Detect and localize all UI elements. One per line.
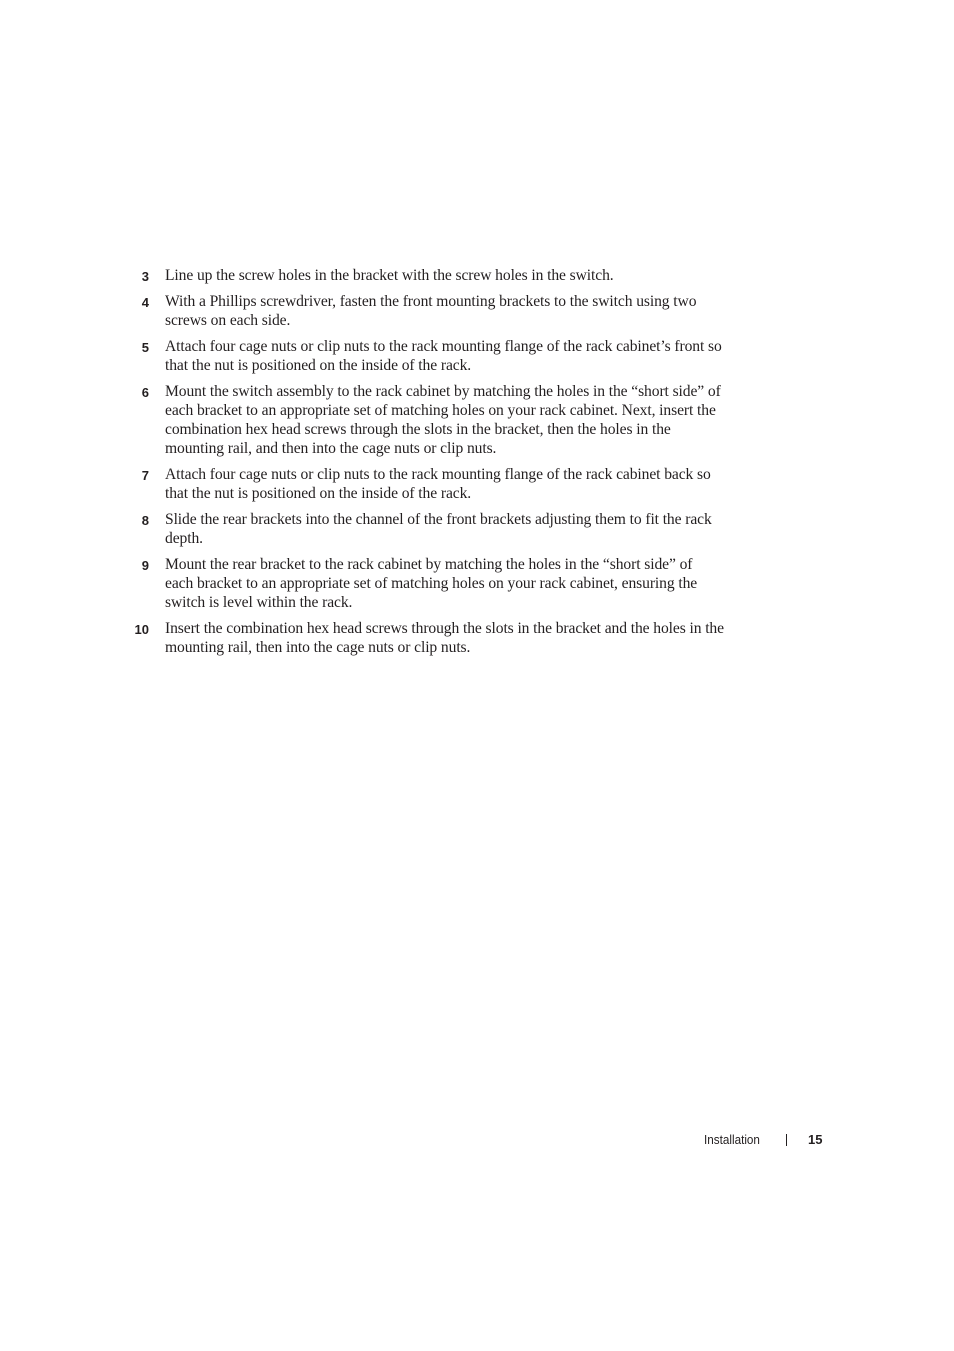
step-text-line: mounting rail, and then into the cage nuts or clip nuts. [165,440,497,457]
step-text-line: With a Phillips screwdriver, fasten the front mounting brackets to the switch using two [165,293,697,310]
step-text-line: that the nut is positioned on the inside of the rack. [165,485,472,502]
step-text [165,510,712,548]
step-text-line: each bracket to an appropriate set of matching holes on your rack cabinet, ensuring the [165,575,698,592]
step-text [165,266,614,285]
step-number: 3 [141,269,149,284]
step-text-line: Mount the rear bracket to the rack cabinet by matching the holes in the “short side” of [165,556,693,573]
page-number: 15 [808,1132,823,1147]
step-text-line: mounting rail, then into the cage nuts or clip nuts. [165,639,471,656]
step-text-line: Line up the screw holes in the bracket with the screw holes in the switch. [165,267,614,284]
step-number: 4 [141,295,149,310]
step-text-line: combination hex head screws through the slots in the bracket, then the holes in the [165,421,671,438]
footer-section-title: Installation [704,1132,760,1147]
step-text-line: Mount the switch assembly to the rack cabinet by matching the holes in the “short side” of [165,383,721,400]
step-text-line: Attach four cage nuts or clip nuts to the rack mounting flange of the rack cabinet back so [165,466,711,483]
step-text-line: that the nut is positioned on the inside of the rack. [165,357,472,374]
step-text-line: Insert the combination hex head screws through the slots in the bracket and the holes in the [165,620,724,637]
step-number: 9 [141,558,149,573]
step-text [165,619,724,657]
footer-divider [786,1134,787,1146]
step-text-line: switch is level within the rack. [165,594,353,611]
step-text [165,292,696,330]
step-number: 8 [141,513,149,528]
step-text [165,465,711,503]
step-text [165,382,721,458]
step-text-line: screws on each side. [165,312,291,329]
step-number: 5 [141,340,149,355]
step-text [165,337,722,375]
step-text-line: depth. [165,530,203,547]
step-text-line: Slide the rear brackets into the channel of the front brackets adjusting them to fit the rack [165,511,712,528]
step-number: 7 [141,468,149,483]
step-number: 10 [134,622,149,637]
step-text-line: Attach four cage nuts or clip nuts to the rack mounting flange of the rack cabinet’s front so [165,338,722,355]
step-number: 6 [141,385,149,400]
step-text-line: each bracket to an appropriate set of matching holes on your rack cabinet. Next, insert the [165,402,716,419]
step-text [165,555,697,612]
